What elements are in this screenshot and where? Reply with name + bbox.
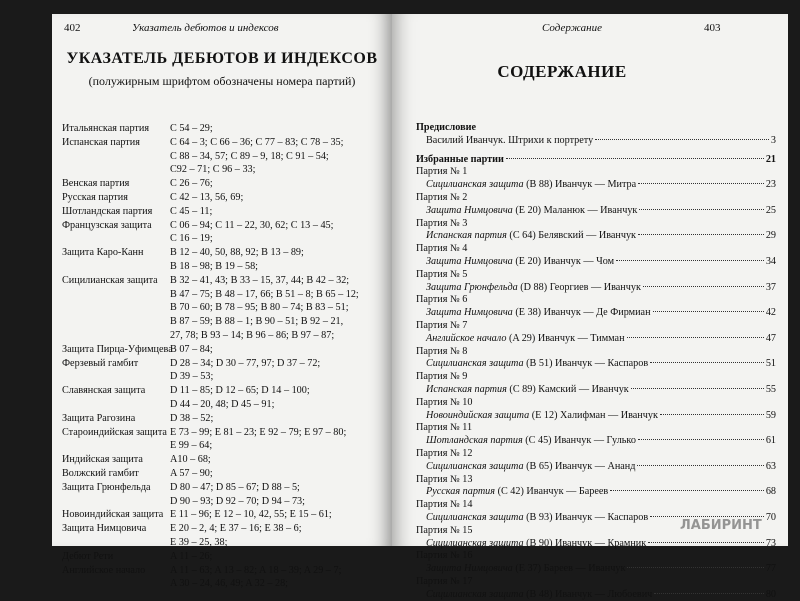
page-number: 25 [765, 204, 776, 216]
game-number [416, 166, 776, 179]
opening-name: Французская защита [62, 219, 152, 231]
page-number: 47 [765, 332, 776, 344]
index-row [62, 357, 382, 371]
toc-text [426, 461, 635, 474]
opening-name: Защита Грюнфельда [62, 481, 151, 493]
index-row [62, 453, 382, 467]
index-row [62, 191, 382, 205]
game-number [416, 576, 776, 589]
opening-name: Итальянская партия [62, 123, 150, 134]
opening-name: Защита Нимцовича [426, 204, 513, 216]
opening-name: Сицилианская защита [426, 179, 524, 191]
index-title: УКАЗАТЕЛЬ ДЕБЮТОВ И ИНДЕКСОВ [66, 50, 378, 67]
index-row [62, 398, 382, 412]
index-row [62, 274, 382, 288]
page-number: 73 [765, 537, 776, 549]
game-label: Партия № 2 [416, 191, 468, 203]
eco-codes: A 11 – 63; A 13 – 82; A 18 – 39; A 29 – 7; [170, 564, 342, 576]
index-row [62, 246, 382, 260]
index-row [62, 384, 382, 398]
index-row [62, 467, 382, 481]
opening-name: Славянская защита [62, 385, 146, 397]
opening-name: Английское начало [426, 332, 507, 344]
opening-name [62, 150, 170, 164]
index-row [62, 136, 382, 150]
index-row [62, 163, 382, 177]
entry-text: (A 29) Иванчук — Тимман [506, 332, 625, 344]
opening-name: Защита Каро-Канн [62, 247, 144, 259]
page-number: 55 [765, 383, 776, 395]
eco-codes: E 39 – 25, 38; [170, 536, 228, 548]
opening-name: Староиндийская защита [62, 426, 167, 438]
game-number [416, 192, 776, 205]
page-number: 21 [765, 153, 776, 165]
page-number: 77 [765, 563, 776, 575]
game-number [416, 550, 776, 563]
index-row [62, 439, 382, 453]
game-number [416, 371, 776, 384]
game-label: Партия № 10 [416, 396, 473, 408]
leader-dots [616, 260, 764, 261]
toc-text [426, 205, 637, 218]
opening-name: Ферзевый гамбит [62, 357, 139, 369]
eco-codes: E 73 – 99; E 81 – 23; E 92 – 79; E 97 – 80; [170, 426, 347, 438]
game-label: Партия № 4 [416, 243, 468, 255]
index-row [62, 177, 382, 191]
opening-name [62, 260, 170, 274]
page-number: 61 [765, 435, 776, 447]
left-running-head: Указатель дебютов и индексов [132, 22, 279, 34]
opening-name [62, 329, 170, 343]
game-label: Партия № 1 [416, 166, 468, 178]
eco-codes: C 06 – 94; C 11 – 22, 30, 62; C 13 – 45; [170, 219, 334, 231]
page-number: 23 [765, 179, 776, 191]
index-row [62, 481, 382, 495]
game-number [416, 218, 776, 231]
page-number: 29 [765, 230, 776, 242]
eco-codes: C 88 – 34, 57; C 89 – 9, 18; C 91 – 54; [170, 150, 329, 162]
game-number [416, 269, 776, 282]
opening-name: Шотландская партия [426, 435, 523, 447]
toc-text [426, 282, 641, 295]
eco-codes: D 39 – 53; [170, 371, 214, 383]
eco-codes: C 42 – 13, 56, 69; [170, 191, 244, 203]
eco-codes: E 20 – 2, 4; E 37 – 16; E 38 – 6; [170, 523, 302, 535]
entry-text: Избранные партии [416, 153, 504, 165]
game-label: Партия № 13 [416, 473, 473, 485]
toc-entry [416, 333, 776, 346]
entry-text: (B 51) Иванчук — Каспаров [523, 358, 649, 370]
toc-entry [416, 384, 776, 397]
toc-text [426, 563, 625, 576]
opening-name [62, 232, 170, 246]
game-label: Партия № 15 [416, 524, 473, 536]
index-row [62, 495, 382, 509]
opening-name: Русская партия [62, 191, 128, 203]
opening-name [62, 301, 170, 315]
entry-text: (C 89) Камский — Иванчук [506, 383, 629, 395]
eco-codes: B 07 – 84; [170, 343, 213, 355]
index-row [62, 288, 382, 302]
game-label: Партия № 12 [416, 447, 473, 459]
eco-codes: 27, 78; B 93 – 14; B 96 – 86; B 97 – 87; [170, 329, 335, 341]
index-row [62, 315, 382, 329]
toc-text [426, 435, 636, 448]
toc-text [426, 179, 636, 192]
game-label: Партия № 17 [416, 575, 473, 587]
right-page-number: 403 [704, 22, 721, 34]
eco-codes: A 30 – 24, 46, 49; A 32 – 28; [170, 578, 289, 590]
opening-name [62, 288, 170, 302]
opening-name [62, 163, 170, 177]
contents-title: СОДЕРЖАНИЕ [497, 62, 627, 81]
opening-name: Защита Нимцовича [426, 307, 513, 319]
leader-dots [648, 542, 764, 543]
index-row [62, 370, 382, 384]
eco-codes: E 11 – 96; E 12 – 10, 42, 55; E 15 – 61; [170, 509, 332, 521]
toc-text [416, 154, 504, 167]
leader-dots [650, 516, 764, 517]
toc-entry [416, 563, 776, 576]
opening-name [62, 495, 170, 509]
opening-name: Сицилианская защита [426, 358, 524, 370]
toc-text [426, 333, 625, 346]
entry-text: (D 88) Георгиев — Иванчук [517, 281, 641, 293]
toc-section [416, 122, 776, 135]
opening-name: Индийская защита [62, 454, 143, 466]
toc-entry [416, 205, 776, 218]
opening-name: Испанская партия [62, 136, 140, 148]
toc-section [416, 154, 776, 167]
page-number: 42 [765, 307, 776, 319]
entry-text: (E 38) Иванчук — Де Фирмиан [512, 307, 651, 319]
game-number [416, 422, 776, 435]
toc-text [426, 135, 593, 148]
game-number [416, 448, 776, 461]
right-page [392, 14, 788, 600]
toc-entry [416, 307, 776, 320]
entry-text: (B 93) Иванчук — Каспаров [523, 511, 649, 523]
eco-codes: A 57 – 90; [170, 467, 213, 479]
entry-text: (C 64) Белявский — Иванчук [506, 230, 637, 242]
eco-codes: D 44 – 20, 48; D 45 – 91; [170, 398, 275, 410]
opening-index [62, 122, 382, 591]
eco-codes: D 11 – 85; D 12 – 65; D 14 – 100; [170, 385, 310, 397]
page-number: 59 [765, 409, 776, 421]
opening-name: Сицилианская защита [426, 511, 524, 523]
game-label: Партия № 9 [416, 371, 468, 383]
right-running-head: Содержание [542, 22, 603, 34]
game-number [416, 474, 776, 487]
opening-name [62, 370, 170, 384]
game-number [416, 346, 776, 359]
game-number [416, 243, 776, 256]
opening-name: Сицилианская защита [62, 274, 158, 286]
toc-entry [416, 589, 776, 601]
left-page-number: 402 [64, 22, 81, 34]
toc-entry [416, 230, 776, 243]
opening-name: Защита Нимцовича [426, 563, 513, 575]
entry-text: (B 48) Иванчук — Любоевич [523, 588, 653, 600]
eco-codes: D 90 – 93; D 92 – 70; D 94 – 73; [170, 495, 305, 507]
opening-name: Дебют Рети [62, 550, 114, 562]
leader-dots [654, 593, 764, 594]
index-row [62, 536, 382, 550]
eco-codes: B 18 – 98; B 19 – 58; [170, 260, 259, 272]
game-label: Партия № 11 [416, 422, 473, 434]
index-row [62, 122, 382, 136]
eco-codes: B 47 – 75; B 48 – 17, 66; B 51 – 8; B 65 – 12; [170, 288, 359, 300]
entry-text: (C 45) Иванчук — Гулько [522, 435, 636, 447]
toc-entry [416, 410, 776, 423]
eco-codes: C 64 – 3; C 66 – 36; C 77 – 83; C 78 – 35; [170, 136, 344, 148]
index-row [62, 564, 382, 578]
opening-name: Защита Грюнфельда [426, 281, 518, 293]
toc-text [426, 307, 651, 320]
leader-dots [650, 362, 764, 363]
page-number: 3 [770, 134, 776, 146]
toc-entry [416, 538, 776, 551]
index-row [62, 301, 382, 315]
eco-codes: E 99 – 64; [170, 440, 213, 452]
entry-text: (B 65) Иванчук — Ананд [523, 460, 636, 472]
index-row [62, 550, 382, 564]
opening-name: Английское начало [62, 564, 146, 576]
page-number: 51 [765, 358, 776, 370]
toc-text [426, 256, 614, 269]
eco-codes: D 80 – 47; D 85 – 67; D 88 – 5; [170, 481, 300, 493]
leader-dots [638, 439, 764, 440]
eco-codes: B 12 – 40, 50, 88, 92; B 13 – 89; [170, 247, 304, 259]
index-row [62, 329, 382, 343]
game-number [416, 294, 776, 307]
index-row [62, 260, 382, 274]
eco-codes: C 54 – 29; [170, 123, 213, 134]
toc-text [426, 358, 648, 371]
game-label: Партия № 5 [416, 268, 468, 280]
leader-dots [638, 234, 764, 235]
game-label: Партия № 14 [416, 499, 473, 511]
opening-name: Защита Рагозина [62, 412, 136, 424]
toc-entry [416, 256, 776, 269]
toc-entry [416, 135, 776, 148]
opening-name [62, 398, 170, 412]
opening-name: Сицилианская защита [426, 460, 524, 472]
page-number: 63 [765, 460, 776, 472]
opening-name: Волжский гамбит [62, 467, 139, 479]
page-number: 34 [765, 255, 776, 267]
toc-text [426, 410, 658, 423]
leader-dots [506, 158, 764, 159]
game-label: Партия № 16 [416, 550, 473, 562]
opening-name [62, 536, 170, 550]
opening-name: Венская партия [62, 178, 130, 190]
opening-name [62, 315, 170, 329]
leader-dots [643, 286, 764, 287]
index-row [62, 412, 382, 426]
leader-dots [595, 139, 769, 140]
left-page [52, 14, 393, 590]
eco-codes: A10 – 68; [170, 454, 211, 466]
game-label: Партия № 3 [416, 217, 468, 229]
toc-entry [416, 486, 776, 499]
eco-codes: C92 – 71; C 96 – 33; [170, 164, 256, 176]
entry-text: (C 42) Иванчук — Бареев [495, 486, 609, 498]
entry-text: (E 20) Иванчук — Чом [512, 255, 615, 267]
watermark-logo: ЛАБИРИНТ [680, 518, 762, 533]
eco-codes: B 32 – 41, 43; B 33 – 15, 37, 44; B 42 – 32; [170, 274, 350, 286]
game-label: Партия № 7 [416, 319, 468, 331]
opening-name: Испанская партия [426, 230, 507, 242]
toc-entry [416, 179, 776, 192]
entry-text: (E 37) Бареев — Иванчук [512, 563, 626, 575]
toc-text [426, 230, 636, 243]
entry-text: (B 90) Иванчук — Крамник [523, 537, 647, 549]
toc-entry [416, 282, 776, 295]
game-label: Партия № 8 [416, 345, 468, 357]
eco-codes: C 26 – 76; [170, 178, 213, 190]
page-number: 37 [765, 281, 776, 293]
leader-dots [660, 414, 764, 415]
entry-text: (E 12) Халифман — Иванчук [529, 409, 658, 421]
opening-name: Сицилианская защита [426, 588, 524, 600]
entry-text: (E 20) Маланюк — Иванчук [512, 204, 638, 216]
toc-text [426, 512, 648, 525]
opening-name [62, 577, 170, 591]
leader-dots [637, 465, 763, 466]
opening-name: Новоиндийская защита [62, 509, 164, 521]
opening-name [62, 439, 170, 453]
leader-dots [638, 183, 764, 184]
eco-codes: D 28 – 34; D 30 – 77, 97; D 37 – 72; [170, 357, 321, 369]
opening-name: Защита Пирца-Уфимцева [62, 343, 173, 355]
eco-codes: C 45 – 11; [170, 205, 213, 217]
leader-dots [627, 337, 764, 338]
leader-dots [610, 490, 764, 491]
leader-dots [653, 311, 764, 312]
opening-name: Шотландская партия [62, 205, 153, 217]
leader-dots [627, 567, 763, 568]
opening-name: Новоиндийская защита [426, 409, 530, 421]
entry-text: (B 88) Иванчук — Митра [523, 179, 637, 191]
index-row [62, 343, 382, 357]
opening-name: Сицилианская защита [426, 537, 524, 549]
opening-name: Защита Нимцовича [426, 255, 513, 267]
game-number [416, 320, 776, 333]
toc-text [426, 384, 629, 397]
toc-text [416, 122, 476, 135]
eco-codes: A 11 – 26; [170, 550, 213, 562]
opening-name: Русская партия [426, 486, 496, 498]
index-row [62, 508, 382, 522]
entry-text: Василий Иванчук. Штрихи к портрету [426, 134, 594, 146]
index-subtitle: (полужирным шрифтом обозначены номера партий) [88, 74, 356, 88]
eco-codes: D 38 – 52; [170, 412, 214, 424]
page-number: 68 [765, 486, 776, 498]
eco-codes: B 87 – 59; B 88 – 1; B 90 – 51; B 92 – 21, [170, 316, 344, 328]
page-number: 70 [765, 511, 776, 523]
toc-entry [416, 358, 776, 371]
index-row [62, 232, 382, 246]
index-row [62, 522, 382, 536]
game-number [416, 499, 776, 512]
entry-text: Предисловие [416, 122, 476, 133]
index-row [62, 426, 382, 440]
index-row [62, 219, 382, 233]
opening-name: Испанская партия [426, 383, 507, 395]
index-row [62, 205, 382, 219]
toc-text [426, 538, 646, 551]
index-row [62, 150, 382, 164]
index-row [62, 577, 382, 591]
toc-text [426, 589, 652, 601]
leader-dots [639, 209, 763, 210]
leader-dots [631, 388, 764, 389]
eco-codes: C 16 – 19; [170, 233, 213, 245]
game-number [416, 397, 776, 410]
toc-text [426, 486, 608, 499]
toc-entry [416, 435, 776, 448]
page-number: 80 [765, 588, 776, 600]
opening-name: Защита Нимцовича [62, 523, 147, 535]
eco-codes: B 70 – 60; B 78 – 95; B 80 – 74; B 83 – 51; [170, 302, 349, 314]
game-label: Партия № 6 [416, 294, 468, 306]
toc-entry [416, 461, 776, 474]
